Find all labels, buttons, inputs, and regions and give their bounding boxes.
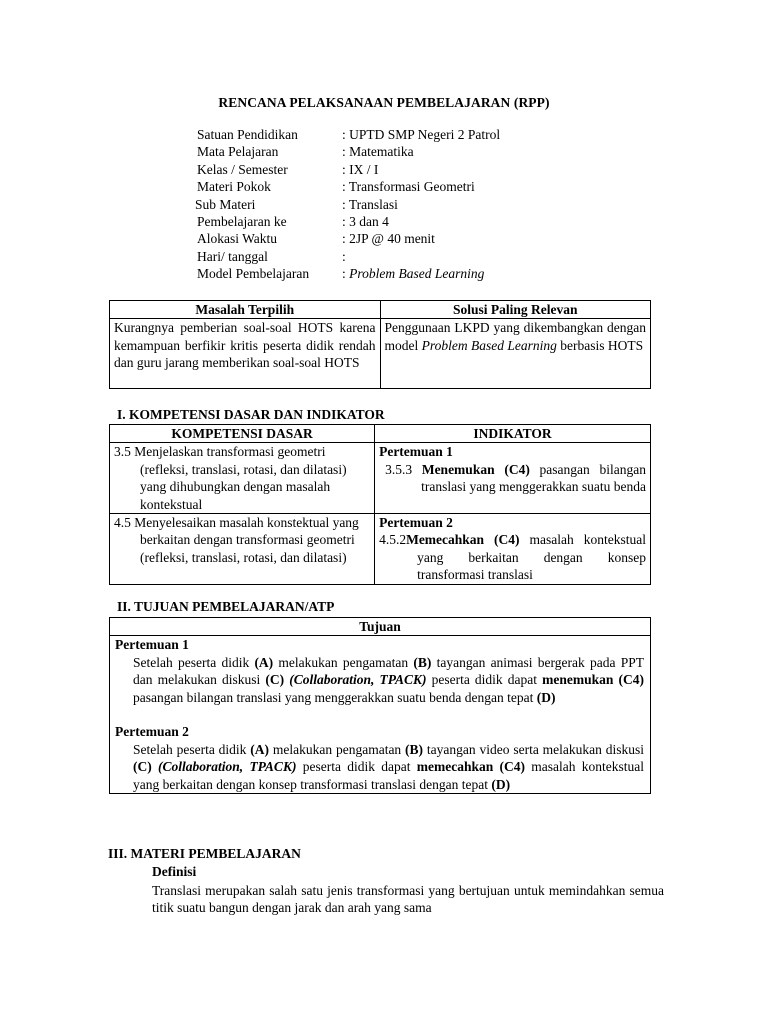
info-label: Kelas / Semester (197, 161, 288, 177)
document-title: RENCANA PELAKSANAAN PEMBELAJARAN (RPP) (218, 95, 550, 110)
info-value: : UPTD SMP Negeri 2 Patrol (342, 127, 501, 142)
kd-cell (110, 514, 375, 585)
tujuan-paragraph-2: Setelah peserta didik (A) melakukan pengamatan (B) tayangan video serta melakukan diskusi (C) (Collaboration, TPACK) peserta didik dapat memecahkan (C4) masalah kontekstual yang berkaitan dengan konsep transformasi translasi dengan tepat (D) (133, 741, 645, 792)
info-label: Sub Materi (195, 196, 256, 212)
info-value: : Matematika (342, 144, 414, 160)
section-heading-materi: III. MATERI PEMBELAJARAN (108, 846, 301, 861)
info-value-prefix: : (342, 266, 350, 282)
info-label: Model Pembelajaran (197, 266, 310, 282)
info-value: : (342, 248, 346, 264)
header-masalah: Masalah Terpilih (110, 301, 381, 319)
info-label: Satuan Pendidikan (197, 127, 298, 142)
solusi-text: Penggunaan LKPD yang dikembangkan dengan model (384, 320, 646, 353)
pertemuan-label: Pertemuan 1 (115, 637, 189, 653)
info-label: Mata Pelajaran (197, 144, 279, 160)
header-solusi: Solusi Paling Relevan (380, 301, 651, 319)
tujuan-paragraph-1: Setelah peserta didik (A) melakukan pengamatan (B) tayangan animasi bergerak pada PPT dan melakukan diskusi (C) (Collaboration, TPACK) peserta didik dapat menemukan (C4) pasangan bilangan translasi yang menggerakkan suatu benda dengan tepat (D) (133, 654, 645, 705)
section-heading-tujuan: II. TUJUAN PEMBELAJARAN/ATP (117, 599, 335, 614)
info-value (342, 265, 484, 282)
problem-solution-table (109, 300, 651, 389)
indikator-text: pasangan bilangan translasi yang menggerakkan suatu benda (421, 461, 647, 495)
solusi-cell (380, 319, 651, 389)
info-value: : IX / I (342, 161, 379, 177)
subheading-definisi: Definisi (152, 864, 197, 879)
info-value: : Transformasi Geometri (342, 179, 475, 195)
indikator-verb: Menemukan (C4) (421, 461, 530, 477)
info-value: : 2JP @ 40 menit (342, 231, 435, 247)
indikator-number: 4.5.2 (379, 532, 407, 548)
pertemuan-label: Pertemuan 2 (115, 724, 189, 740)
indikator-item (379, 531, 646, 583)
header-indikator: INDIKATOR (375, 425, 651, 443)
solusi-text-end: berbasis HOTS (556, 337, 644, 353)
tujuan-cell (110, 636, 651, 794)
kd-item: 3.5 Menjelaskan transformasi geometri (refleksi, translasi, rotasi, dan dilatasi) yang dihubungkan dengan masalah kontekstual (114, 444, 347, 512)
section-heading-kd: I. KOMPETENSI DASAR DAN INDIKATOR (117, 407, 385, 422)
kd-indikator-table (109, 424, 651, 585)
indikator-verb: Memecahkan (C4) (406, 532, 520, 548)
pertemuan-label: Pertemuan 1 (379, 444, 453, 460)
info-label: Hari/ tanggal (197, 248, 268, 264)
header-tujuan: Tujuan (110, 618, 651, 636)
pertemuan-label: Pertemuan 2 (379, 515, 453, 531)
masalah-cell: Kurangnya pemberian soal-soal HOTS karena kemampuan berfikir kritis peserta didik rendah dan guru jarang memberikan soal-soal HOTS (110, 319, 381, 389)
kd-item: 4.5 Menyelesaikan masalah konstektual yang berkaitan dengan transformasi geometri (refleksi, translasi, rotasi, dan dilatasi) (114, 515, 359, 565)
indikator-item (379, 461, 646, 496)
info-value: : Translasi (342, 196, 398, 212)
indikator-text: masalah kontekstual yang berkaitan dengan konsep transformasi translasi (417, 532, 646, 583)
definisi-text: Translasi merupakan salah satu jenis transformasi yang bertujuan untuk memindahkan semua titik suatu bangun dengan jarak dan arah yang sama (152, 883, 664, 916)
tujuan-table (109, 617, 651, 794)
indikator-number: 3.5.3 (385, 461, 422, 477)
info-value-italic: Problem Based Learning (349, 266, 485, 282)
indikator-cell (375, 443, 651, 514)
info-label: Pembelajaran ke (197, 213, 287, 229)
info-label: Alokasi Waktu (197, 231, 278, 247)
info-value: : 3 dan 4 (342, 213, 389, 229)
info-label: Materi Pokok (197, 179, 271, 195)
solusi-italic: Problem Based Learning (421, 337, 557, 353)
kd-cell (110, 443, 375, 514)
indikator-cell (375, 514, 651, 585)
header-kd: KOMPETENSI DASAR (110, 425, 375, 443)
